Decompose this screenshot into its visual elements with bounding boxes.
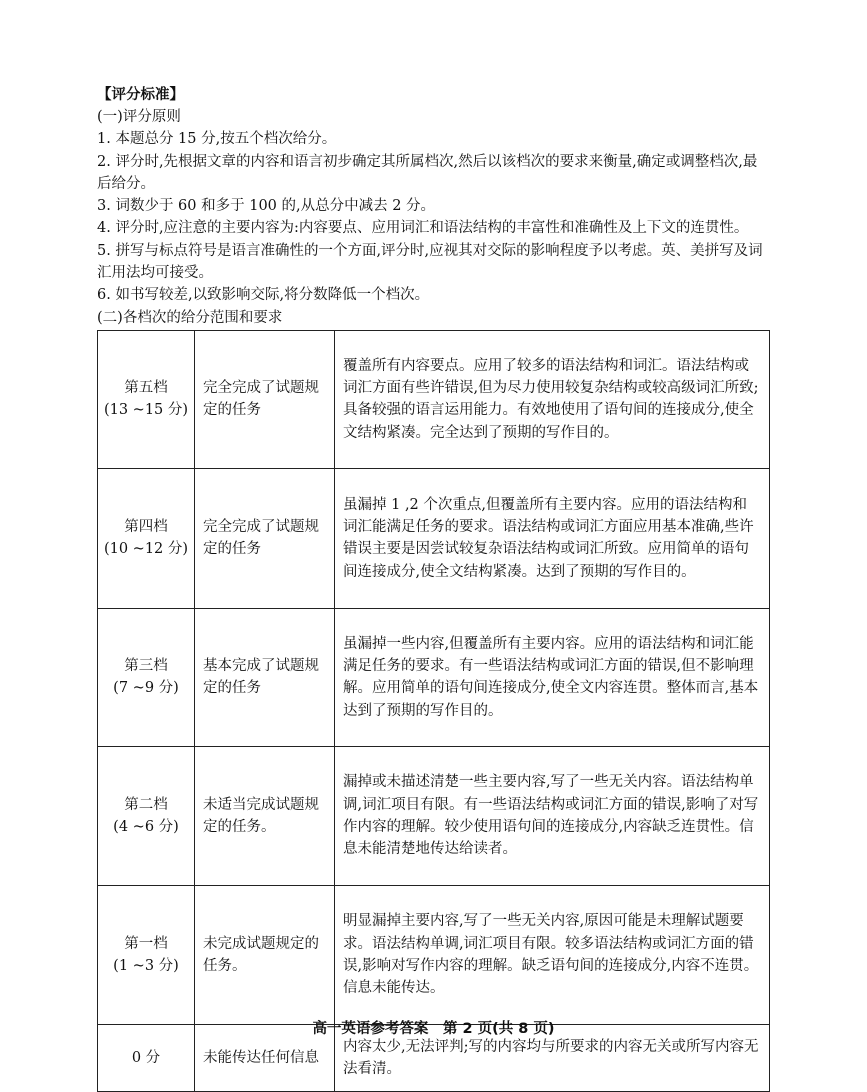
principle-item-6: 6. 如书写较差,以致影响交际,将分数降低一个档次。 <box>97 287 430 304</box>
description-cell: 内容太少,无法评判;写的内容均与所要求的内容无关或所写内容无法看清。 <box>335 1024 770 1091</box>
level-cell <box>98 885 195 1024</box>
level-name: 第二档 <box>124 796 168 813</box>
task-cell: 未适当完成试题规定的任务。 <box>195 746 335 885</box>
level-cell <box>98 468 195 608</box>
level-name: 第五档 <box>124 380 168 397</box>
ranges-title: (二)各档次的给分范围和要求 <box>97 309 283 326</box>
principle-item-4: 4. 评分时,应注意的主要内容为:内容要点、应用词汇和语法结构的丰富性和准确性及上下文的连贯性。 <box>97 220 749 237</box>
level-cell <box>98 330 195 468</box>
level-cell <box>98 608 195 746</box>
description-cell: 明显漏掉主要内容,写了一些无关内容,原因可能是未理解试题要求。语法结构单调,词汇项目有限。较多语法结构或词汇方面的错误,影响对写作内容的理解。缺乏语句间的连接成分,内容不连贯。信息未能传达。 <box>335 885 770 1024</box>
level-score: (1 ~3 分) <box>113 957 179 974</box>
level-score: (10 ~12 分) <box>103 541 189 558</box>
level-name: 第一档 <box>124 935 168 952</box>
level-score: (7 ~9 分) <box>113 680 179 697</box>
level-score: (4 ~6 分) <box>113 818 179 835</box>
level-name: 第三档 <box>124 658 168 675</box>
task-cell: 完全完成了试题规定的任务 <box>195 468 335 608</box>
description-cell: 漏掉或未描述清楚一些主要内容,写了一些无关内容。语法结构单调,词汇项目有限。有一些语法结构或词汇方面的错误,影响了对写作内容的理解。较少使用语句间的连接成分,内容缺乏连贯性。信息未能清楚地传达给读者。 <box>335 746 770 885</box>
principles-title: (一)评分原则 <box>97 109 181 125</box>
principle-item-1: 1. 本题总分 15 分,按五个档次给分。 <box>97 131 337 148</box>
section-title: 【评分标准】 <box>97 86 184 103</box>
principle-item-2: 2. 评分时,先根据文章的内容和语言初步确定其所属档次,然后以该档次的要求来衡量,确定或调整档次,最后给分。 <box>97 153 758 192</box>
principle-item-3: 3. 词数少于 60 和多于 100 的,从总分中减去 2 分。 <box>97 198 436 215</box>
level-score: (13 ~15 分) <box>103 402 189 419</box>
level-name: 第四档 <box>124 519 168 536</box>
task-cell: 未能传达任何信息 <box>195 1024 335 1091</box>
level-cell <box>98 746 195 885</box>
level-name: 0 分 <box>131 1049 161 1066</box>
table-row <box>98 468 770 608</box>
task-cell: 未完成试题规定的任务。 <box>195 885 335 1024</box>
table-row <box>98 330 770 468</box>
description-cell: 覆盖所有内容要点。应用了较多的语法结构和词汇。语法结构或词汇方面有些许错误,但为尽力使用较复杂结构或较高级词汇所致;具备较强的语言运用能力。有效地使用了语句间的连接成分,使全文结构紧凑。完全达到了预期的写作目的。 <box>335 330 770 468</box>
description-cell: 虽漏掉 1 ,2 个次重点,但覆盖所有主要内容。应用的语法结构和词汇能满足任务的要求。语法结构或词汇方面应用基本准确,些许错误主要是因尝试较复杂语法结构或词汇所致。应用简单的语句间连接成分,使全文结构紧凑。达到了预期的写作目的。 <box>335 468 770 608</box>
table-row <box>98 746 770 885</box>
table-row <box>98 885 770 1024</box>
grading-table <box>97 330 770 1092</box>
task-cell: 完全完成了试题规定的任务 <box>195 330 335 468</box>
answer-page <box>97 84 770 1092</box>
page-footer: 高一英语参考答案 第 2 页(共 8 页) <box>312 1021 555 1037</box>
description-cell: 虽漏掉一些内容,但覆盖所有主要内容。应用的语法结构和词汇能满足任务的要求。有一些语法结构或词汇方面的错误,但不影响理解。应用简单的语句间连接成分,使全文内容连贯。整体而言,基本达到了预期的写作目的。 <box>335 608 770 746</box>
principle-item-5: 5. 拼写与标点符号是语言准确性的一个方面,评分时,应视其对交际的影响程度予以考虑。英、美拼写及词汇用法均可接受。 <box>97 242 763 282</box>
table-row <box>98 608 770 746</box>
task-cell: 基本完成了试题规定的任务 <box>195 608 335 746</box>
